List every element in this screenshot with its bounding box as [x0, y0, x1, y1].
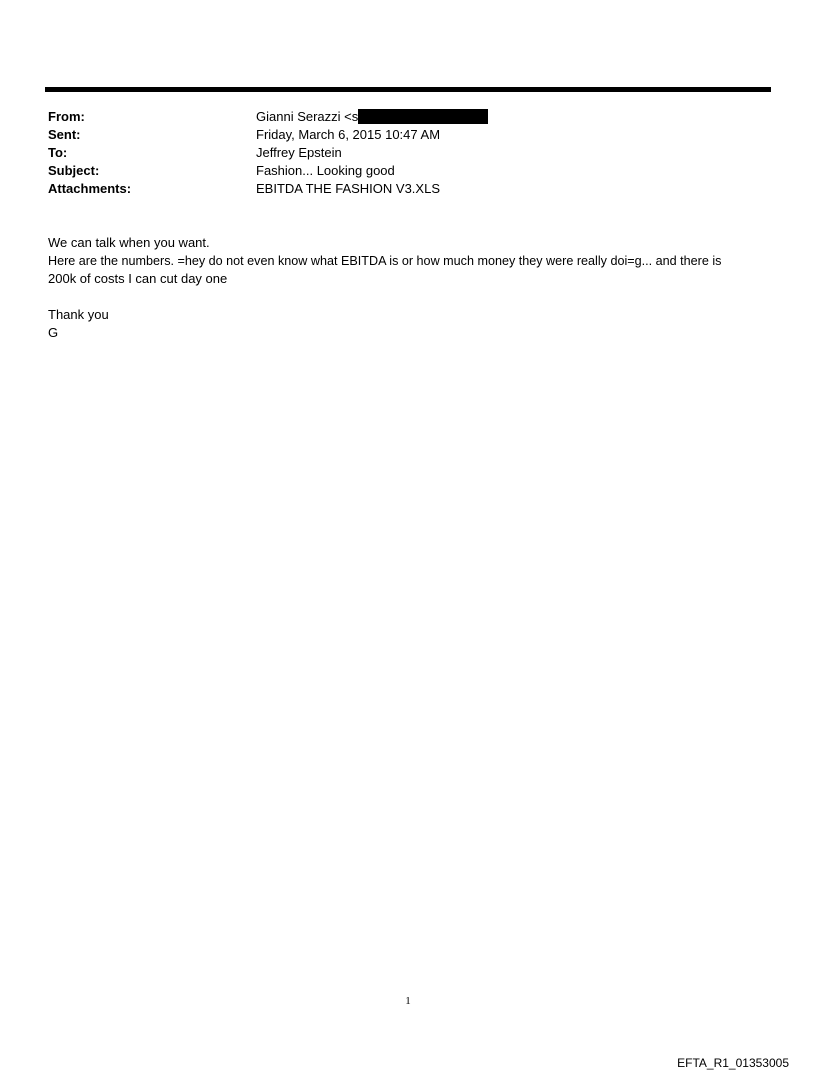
subject-value: Fashion... Looking good	[256, 163, 395, 178]
from-row	[48, 108, 768, 126]
body-line-5: G	[48, 325, 59, 340]
from-value	[256, 108, 488, 126]
to-value: Jeffrey Epstein	[256, 145, 342, 160]
to-row	[48, 144, 768, 162]
to-label: To:	[48, 145, 68, 160]
subject-row	[48, 162, 768, 180]
document-id: EFTA_R1_01353005	[677, 1056, 789, 1070]
subject-label: Subject:	[48, 163, 100, 178]
body-line-1: We can talk when you want.	[48, 235, 210, 250]
attachment-file[interactable]: EBITDA THE FASHION V3.XLS	[256, 181, 440, 196]
from-label: From:	[48, 109, 85, 124]
body-line-4: Thank you	[48, 307, 109, 322]
redaction-box	[358, 109, 488, 124]
sent-row	[48, 126, 768, 144]
attachments-label: Attachments:	[48, 181, 132, 196]
attachments-row	[48, 180, 768, 198]
sent-value: Friday, March 6, 2015 10:47 AM	[256, 127, 441, 142]
body-line-2: Here are the numbers. =hey do not even know what EBITDA is or how much money they were really doi=g... and there is	[48, 254, 722, 268]
header-rule	[45, 87, 771, 92]
from-sender: Gianni Serazzi <s	[256, 109, 359, 124]
page-number: 1	[405, 995, 411, 1007]
sent-label: Sent:	[48, 127, 81, 142]
body-line-3: 200k of costs I can cut day one	[48, 271, 228, 286]
